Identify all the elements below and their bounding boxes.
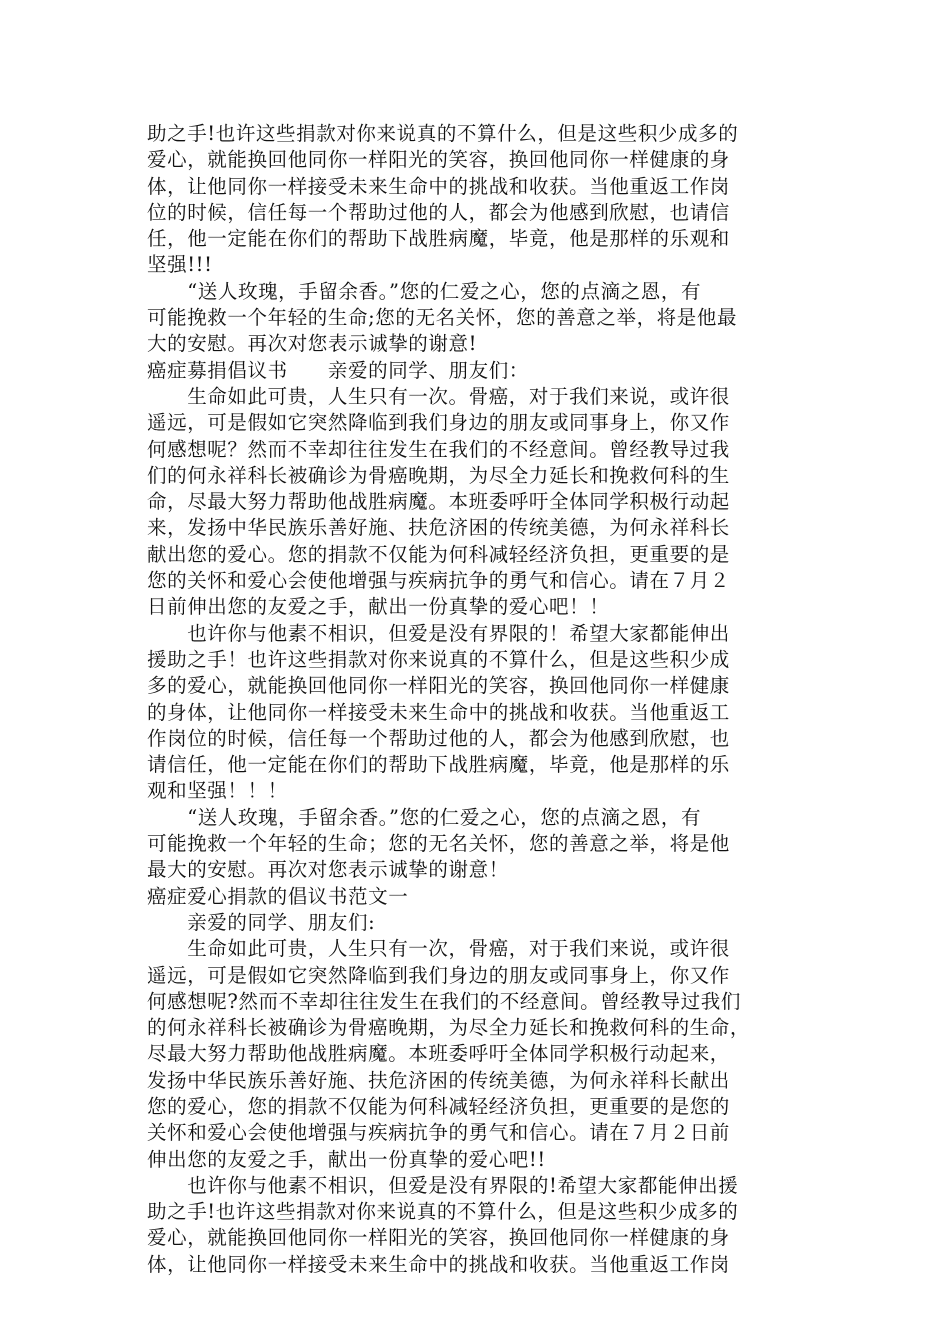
text-line: 作岗位的时候，信任每一个帮助过他的人，都会为他感到欣慰，也 (147, 726, 730, 750)
text-line: 的何永祥科长被确诊为骨癌晚期，为尽全力延长和挽救何科的生命， (147, 1016, 751, 1040)
text-line: 生命如此可贵，人生只有一次。骨癌，对于我们来说，或许很 (147, 384, 730, 408)
text-line: 亲爱的同学、朋友们: (147, 910, 376, 934)
text-line: 位的时候，信任每一个帮助过他的人，都会为他感到欣慰，也请信 (147, 200, 730, 224)
text-line: 也许你与他素不相识，但爱是没有界限的!希望大家都能伸出援 (147, 1173, 739, 1197)
text-line: 关怀和爱心会使他增强与疾病抗争的勇气和信心。请在７月２日前 (147, 1121, 730, 1145)
text-line: 癌症募捐倡议书 亲爱的同学、朋友们： (147, 358, 529, 382)
text-line: 体，让他同你一样接受未来生命中的挑战和收获。当他重返工作岗 (147, 174, 730, 198)
text-line: 您的关怀和爱心会使他增强与疾病抗争的勇气和信心。请在７月２ (147, 569, 730, 593)
text-line: 来，发扬中华民族乐善好施、扶危济困的传统美德，为何永祥科长 (147, 516, 730, 540)
text-line: 爱心，就能换回他同你一样阳光的笑容，换回他同你一样健康的身 (147, 1226, 730, 1250)
text-line: 发扬中华民族乐善好施、扶危济困的传统美德，为何永祥科长献出 (147, 1068, 730, 1092)
text-line: “送人玫瑰，手留余香。”您的仁爱之心，您的点滴之恩，有 (147, 805, 702, 829)
text-line: 也许你与他素不相识，但爱是没有界限的！希望大家都能伸出 (147, 621, 730, 645)
text-line: 们的何永祥科长被确诊为骨癌晚期，为尽全力延长和挽救何科的生 (147, 463, 730, 487)
text-line: 可能挽救一个年轻的生命；您的无名关怀，您的善意之举，将是他 (147, 832, 730, 856)
text-line: 何感想呢？然而不幸却往往发生在我们的不经意间。曾经教导过我 (147, 437, 730, 461)
text-line: 尽最大努力帮助他战胜病魔。本班委呼吁全体同学积极行动起来， (147, 1042, 730, 1066)
text-line: 多的爱心，就能换回他同你一样阳光的笑容，换回他同你一样健康 (147, 674, 730, 698)
text-line: 任，他一定能在你们的帮助下战胜病魔，毕竟，他是那样的乐观和 (147, 227, 730, 251)
text-line: 的身体，让他同你一样接受未来生命中的挑战和收获。当他重返工 (147, 700, 730, 724)
text-line: 援助之手！也许这些捐款对你来说真的不算什么，但是这些积少成 (147, 647, 730, 671)
text-line: 您的爱心，您的捐款不仅能为何科减轻经济负担，更重要的是您的 (147, 1094, 730, 1118)
text-line: 生命如此可贵，人生只有一次，骨癌，对于我们来说，或许很 (147, 937, 730, 961)
text-line: “送人玫瑰，手留余香。”您的仁爱之心，您的点滴之恩，有 (147, 279, 702, 303)
text-line: 请信任，他一定能在你们的帮助下战胜病魔，毕竟，他是那样的乐 (147, 753, 730, 777)
text-line: 遥远，可是假如它突然降临到我们身边的朋友或同事身上，你又作 (147, 963, 730, 987)
text-line: 助之手!也许这些捐款对你来说真的不算什么，但是这些积少成多的 (147, 122, 739, 145)
text-line: 最大的安慰。再次对您表示诚挚的谢意！ (147, 858, 509, 882)
text-line: 爱心，就能换回他同你一样阳光的笑容，换回他同你一样健康的身 (147, 148, 730, 172)
text-line: 遥远，可是假如它突然降临到我们身边的朋友或同事身上，你又作 (147, 411, 730, 435)
text-line: 癌症爱心捐款的倡议书范文一 (147, 884, 409, 908)
text-line: 坚强!!! (147, 253, 213, 277)
text-line: 日前伸出您的友爱之手，献出一份真挚的爱心吧！！ (147, 595, 610, 619)
text-line: 体，让他同你一样接受未来生命中的挑战和收获。当他重返工作岗 (147, 1252, 730, 1276)
text-line: 命，尽最大努力帮助他战胜病魔。本班委呼吁全体同学积极行动起 (147, 490, 730, 514)
text-line: 何感想呢?然而不幸却往往发生在我们的不经意间。曾经教导过我们 (147, 989, 741, 1013)
text-line: 可能挽救一个年轻的生命;您的无名关怀，您的善意之举，将是他最 (147, 306, 738, 330)
document-body (147, 121, 807, 1278)
text-line: 大的安慰。再次对您表示诚挚的谢意! (147, 332, 478, 356)
text-line: 观和坚强！！！ (147, 779, 288, 803)
text-line: 伸出您的友爱之手，献出一份真挚的爱心吧!! (147, 1147, 546, 1171)
text-line: 献出您的爱心。您的捐款不仅能为何科减轻经济负担，更重要的是 (147, 542, 730, 566)
text-line: 助之手!也许这些捐款对你来说真的不算什么，但是这些积少成多的 (147, 1200, 739, 1224)
